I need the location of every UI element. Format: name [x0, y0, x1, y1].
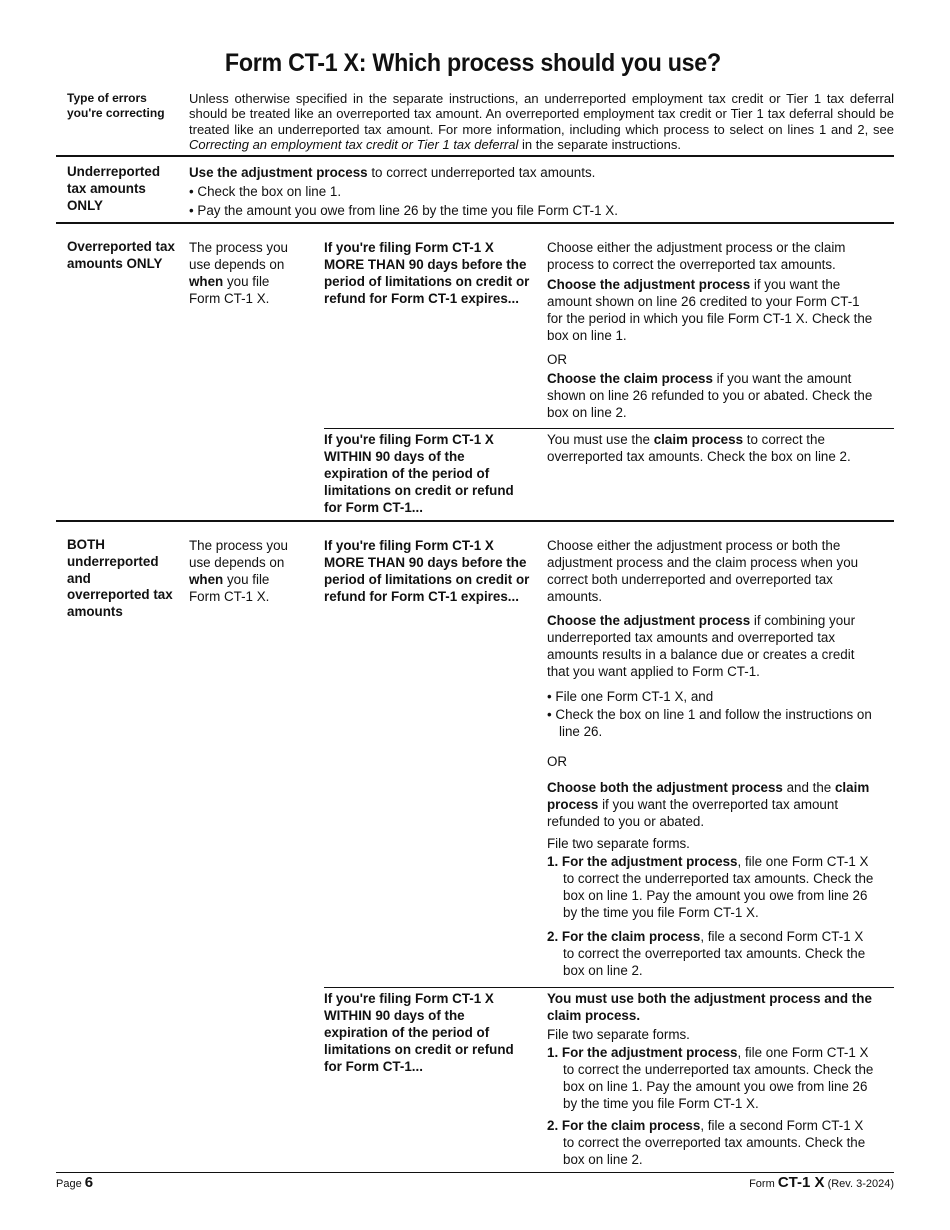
under-lead-rest: to correct underreported tax amounts.: [367, 165, 596, 180]
over-label: Overreported tax amounts ONLY: [67, 239, 175, 271]
both-r1-p3-bold1: Choose both the adjustment process: [547, 780, 783, 795]
both-r1-or: OR: [547, 754, 568, 769]
over-r2-c: to correct the overreported tax amounts. Check the box on line 2.: [547, 432, 851, 464]
under-bullet-2: • Pay the amount you owe from line 26 by the time you file Form CT-1 X.: [189, 203, 618, 218]
intro-text-italic: Correcting an employment tax credit or Tier 1 tax deferral: [189, 136, 519, 152]
page-word: Page: [56, 1178, 82, 1190]
both-r2-n2-bold: 2. For the claim process: [547, 1118, 701, 1133]
both-depends-c: you file Form CT-1 X.: [189, 572, 270, 604]
both-r1-n1-rest: , file one Form CT-1 X to correct the underreported tax amounts. Check the box on line 1. Pay the amount you owe from line 26 by the time you file Form CT-1 X.: [563, 854, 874, 920]
both-r1-p2-bold: Choose the adjustment process: [547, 613, 751, 628]
form-rev: (Rev. 3-2024): [827, 1178, 894, 1190]
divider-rule: [324, 987, 894, 988]
under-content: [189, 164, 894, 219]
divider-rule: [56, 520, 894, 522]
over-condition-more-than-90: If you're filing Form CT-1 X MORE THAN 90 days before the period of limitations on credit or refund for Form CT-1 expires...: [324, 240, 530, 306]
over-depends: [189, 239, 304, 307]
over-r2-claim: claim process: [653, 432, 744, 447]
errors-type-label: Type of errors you're correcting: [67, 91, 165, 120]
over-r1-p3-rest: if you want the amount shown on line 26 refunded to you or abated. Check the box on line 2.: [547, 371, 873, 420]
both-r2-n2-rest: , file a second Form CT-1 X to correct the overreported tax amounts. Check the box on line 2.: [563, 1118, 866, 1167]
over-r1-p3-bold: Choose the claim process: [547, 371, 713, 386]
both-r1-bullet-2: • Check the box on line 1 and follow the instructions on line 26.: [547, 707, 872, 739]
intro-text-a: Unless otherwise specified in the separate instructions, an underreported employment tax credit or Tier 1 tax deferral should be treated like an overreported tax amount. An overreported employment tax credit or Tier 1 tax deferral should be treated like an underreported tax amount. For more information, including which process to select on lines 1 and 2, see: [189, 91, 894, 137]
page-title: Form CT-1 X: Which process should you use?: [224, 49, 721, 77]
divider-rule: [56, 222, 894, 224]
both-r1-n1-bold: 1. For the adjustment process: [547, 854, 738, 869]
page-number: [56, 1174, 93, 1191]
form-word: Form: [749, 1178, 775, 1190]
over-depends-c: you file Form CT-1 X.: [189, 274, 270, 306]
both-condition-within-90: If you're filing Form CT-1 X WITHIN 90 days of the expiration of the period of limitations on credit or refund for Form CT-1...: [324, 991, 514, 1074]
form-footer: [600, 1174, 894, 1191]
both-r2-two-forms: File two separate forms.: [547, 1027, 690, 1042]
intro-text-b: in the separate instructions.: [518, 136, 681, 152]
both-r1-p3-rest: if you want the overreported tax amount refunded to you or abated.: [547, 797, 839, 829]
footer-rule: [56, 1172, 894, 1173]
form-id: CT-1 X: [777, 1174, 825, 1191]
over-condition-within-90: If you're filing Form CT-1 X WITHIN 90 days of the expiration of the period of limitations on credit or refund for Form CT-1...: [324, 432, 514, 515]
over-r1-p2-rest: if you want the amount shown on line 26 credited to your Form CT-1 for the period in which you file Form CT-1 X. Check the box on line 1.: [547, 277, 873, 343]
both-result-2: [547, 990, 877, 1168]
over-result-2: [547, 431, 877, 465]
divider-rule: [56, 155, 894, 157]
divider-rule: [324, 428, 894, 429]
both-label: BOTH underreported and overreported tax amounts: [67, 537, 173, 620]
both-r2-head: You must use both the adjustment process and the claim process.: [547, 991, 872, 1023]
both-r1-two-forms: File two separate forms.: [547, 836, 690, 851]
over-r1-or: OR: [547, 352, 568, 367]
both-r1-p3-mid: and the: [782, 780, 835, 795]
under-label: Underreported tax amounts ONLY: [67, 164, 161, 213]
over-r2-a: You must use the: [547, 432, 654, 447]
over-depends-a: The process you use depends on: [189, 240, 288, 272]
under-bullet-1: • Check the box on line 1.: [189, 184, 342, 199]
over-result-1: [547, 239, 877, 421]
both-depends-when: when: [189, 572, 224, 587]
both-r1-p3-bold2: claim process: [547, 780, 870, 812]
intro-text: [189, 91, 894, 152]
under-lead-bold: Use the adjustment process: [189, 165, 368, 180]
over-r1-p1: Choose either the adjustment process or the claim process to correct the overreported tax amounts.: [547, 240, 846, 272]
both-r1-n2-bold: 2. For the claim process: [547, 929, 701, 944]
both-result-1: [547, 537, 877, 979]
both-depends: [189, 537, 304, 605]
both-r1-bullet-1: • File one Form CT-1 X, and: [547, 689, 714, 704]
both-r1-p2-rest: if combining your underreported tax amounts and overreported tax amounts results in a balance due or creates a credit that you want applied to Form CT-1.: [547, 613, 856, 679]
page-num: 6: [84, 1174, 94, 1191]
both-r2-n1-rest: , file one Form CT-1 X to correct the underreported tax amounts. Check the box on line 1. Pay the amount you owe from line 26 by the time you file Form CT-1 X.: [563, 1045, 874, 1111]
over-r1-p2-bold: Choose the adjustment process: [547, 277, 751, 292]
both-r1-n2-rest: , file a second Form CT-1 X to correct the overreported tax amounts. Check the box on line 2.: [563, 929, 866, 978]
over-depends-when: when: [189, 274, 224, 289]
both-condition-more-than-90: If you're filing Form CT-1 X MORE THAN 90 days before the period of limitations on credit or refund for Form CT-1 expires...: [324, 538, 530, 604]
both-depends-a: The process you use depends on: [189, 538, 288, 570]
both-r2-n1-bold: 1. For the adjustment process: [547, 1045, 738, 1060]
both-r1-p1: Choose either the adjustment process or both the adjustment process and the claim process when you correct both underreported and overreported tax amounts.: [547, 538, 859, 604]
